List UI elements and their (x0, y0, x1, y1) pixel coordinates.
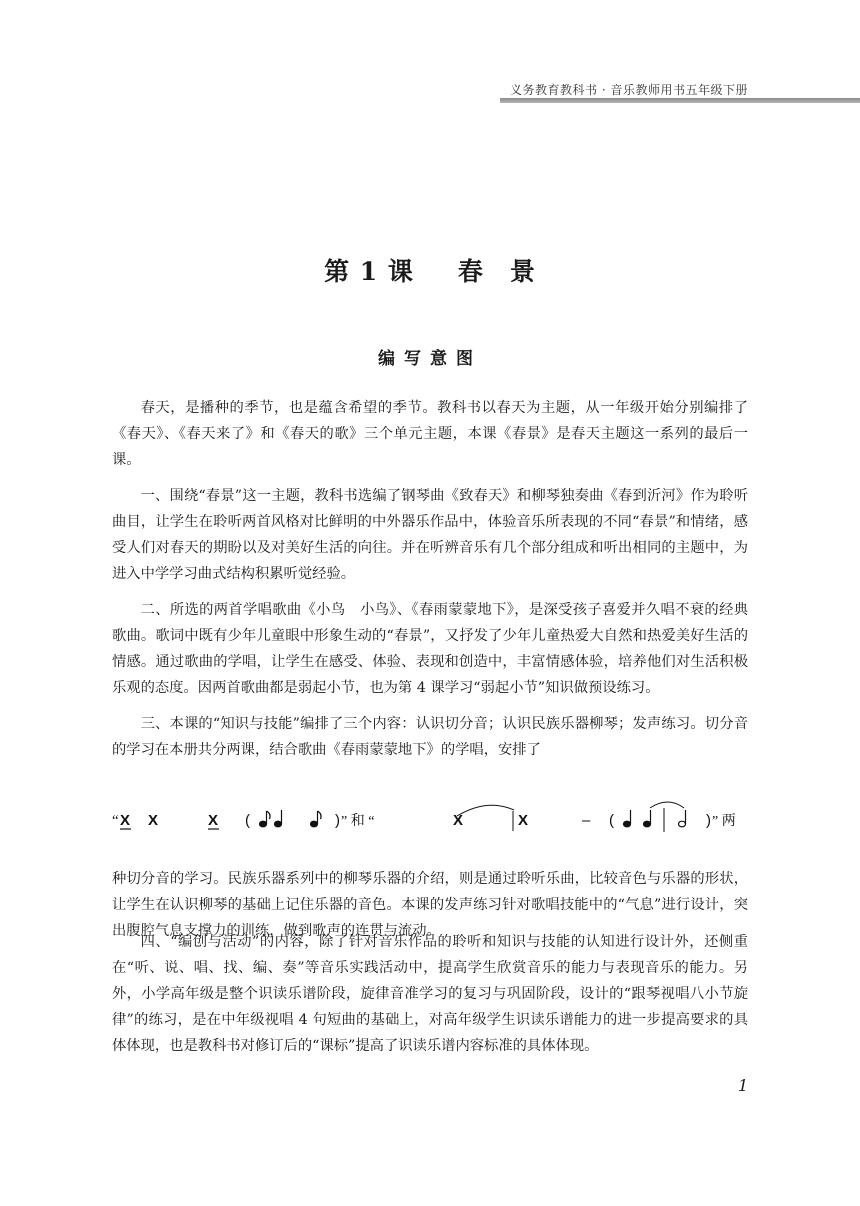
closing-text: ” 两 (712, 814, 736, 829)
paragraph-1-block (112, 395, 748, 473)
note-head (260, 821, 267, 827)
paragraph-6: 四、“编创与活动”的内容，除了针对音乐作品的聆听和知识与技能的认知进行设计外，还侧重在“听、说、唱、找、编、奏”等音乐实践活动中，提高学生欣赏音乐的能力与表现音乐的能力。另外，小学高年级是整个识读乐谱阶段，旋律音准学习的复习与巩固阶段，设计的“跟琴视唱八小节旋律”的练习，是在中年级视唱 4 句短曲的基础上，对高年级学生识读乐谱能力的进一步提高要求的具体体现，也是教科书对修订后的“课标”提高了识读乐谱内容标准的具体体现。 (112, 934, 748, 1054)
note-head (624, 821, 631, 827)
paragraph-5: 种切分音的学习。民族乐器系列中的柳琴乐器的介绍，则是通过聆听乐曲，比较音色与乐器的形状，让学生在认识柳琴的基础上记住乐器的音色。本课的发声练习针对歌唱技能中的“气息”进行设计，突出腹腔气息支撑力的训练，做到歌声的连贯与流动。 (112, 871, 748, 939)
rhythm-x-2: X (148, 812, 159, 829)
note-head (275, 821, 282, 827)
paragraph-3: 二、所选的两首学唱歌曲《小鸟 小鸟》、《春雨蒙蒙地下》，是深受孩子喜爱并久唱不衰的经典歌曲。歌词中既有少年儿童眼中形象生动的“春景”，又抒发了少年儿童热爱大自然和热爱美好生活的情感。通过歌曲的学唱，让学生在感受、体验、表现和创造中，丰富情感体验，培养他们对生活积极乐观的态度。因两首歌曲都是弱起小节，也为第 4 课学习“弱起小节”知识做预设练习。 (112, 602, 748, 696)
page-number: 1 (738, 1076, 749, 1095)
rhythm-x-5: X (518, 812, 529, 829)
lesson-number: 第 1 课 (324, 257, 414, 286)
rhythm-x-3: X (208, 812, 219, 829)
paren-open-1: ( (245, 812, 250, 829)
note-head-hollow (679, 821, 686, 827)
paragraph-4-block (112, 711, 748, 763)
rhythm-notation-figure (112, 800, 748, 842)
open-quote-1: “ (112, 813, 119, 829)
paragraph-2-block (112, 483, 748, 587)
paragraph-4: 三、本课的“知识与技能”编排了三个内容：认识切分音；认识民族乐器柳琴；发声练习。切分音的学习在本册共分两课，结合歌曲《春雨蒙蒙地下》的学唱，安排了 (112, 716, 748, 758)
staff-notes-group-2 (624, 808, 686, 832)
paren-close-1: ) (335, 812, 340, 829)
paragraph-6-block (112, 929, 748, 1059)
paragraph-3-block (112, 597, 748, 701)
syncopation-notation-line (112, 800, 748, 842)
connector-text: ” 和 “ (341, 814, 375, 829)
rhythm-x-4: X (453, 812, 464, 829)
tie-arc-1 (457, 805, 514, 816)
paren-open-2: ( (609, 812, 614, 829)
lesson-name: 春 景 (457, 257, 536, 286)
note-head (311, 821, 318, 827)
rhythm-x-1: X (120, 812, 131, 829)
lesson-title (0, 252, 860, 288)
tie-arc-2 (650, 802, 684, 808)
header-rule (500, 98, 860, 103)
running-header: 义务教育教科书 · 音乐教师用书五年级下册 (510, 83, 748, 97)
paragraph-2: 一、围绕“春景”这一主题，教科书选编了钢琴曲《致春天》和柳琴独奏曲《春到沂河》作为聆听曲目，让学生在聆听两首风格对比鲜明的中外器乐作品中，体验音乐所表现的不同“春景”和情绪，感受人们对春天的期盼以及对美好生活的向往。并在听辨音乐有几个部分组成和听出相同的主题中，为进入中学学习曲式结构积累听觉经验。 (112, 488, 748, 582)
rhythm-dash: – (582, 812, 591, 829)
section-title: 编写意图 (378, 349, 482, 369)
note-head (644, 821, 651, 827)
paragraph-1: 春天，是播种的季节，也是蕴含希望的季节。教科书以春天为主题，从一年级开始分别编排了《春天》、《春天来了》和《春天的歌》三个单元主题，本课《春景》是春天主题这一系列的最后一课。 (112, 400, 748, 468)
paren-close-2: ) (706, 812, 711, 829)
staff-notes-group-1 (260, 810, 322, 827)
